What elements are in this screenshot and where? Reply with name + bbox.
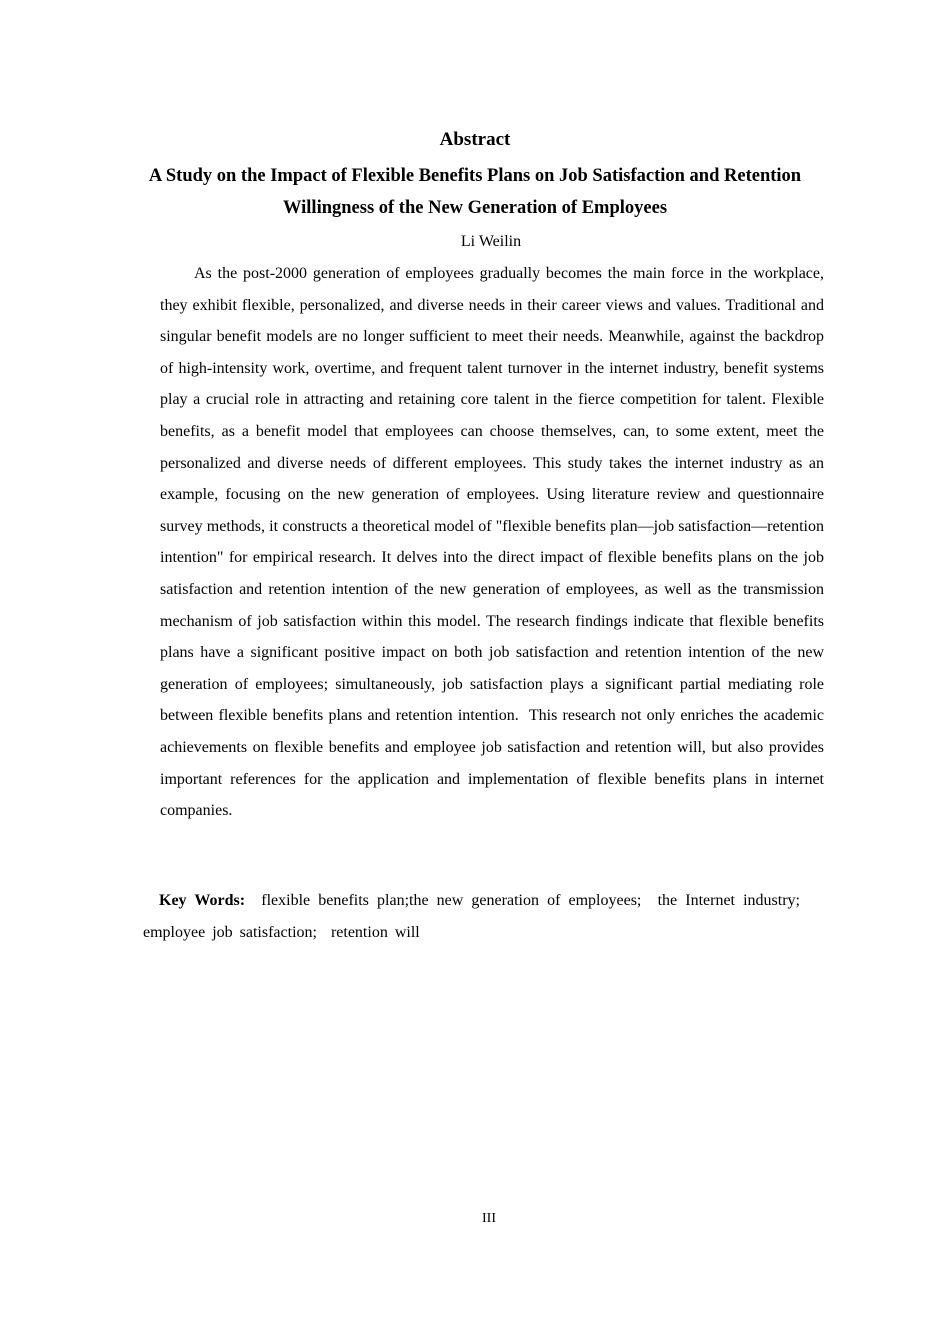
document-title: A Study on the Impact of Flexible Benefits Plans on Job Satisfaction and Retention Willingness of the New Generation of Employees xyxy=(148,166,802,218)
page-number: III xyxy=(482,1211,496,1226)
abstract-paragraph: As the post-2000 generation of employees gradually becomes the main force in the workplace, they exhibit flexible, personalized, and diverse needs in their career views and values. Traditional and singular benefit models are no longer sufficient to meet their needs. Meanwhile, against the backdrop of high-intensity work, overtime, and frequent talent turnover in the internet industry, benefit systems play a crucial role in attracting and retaining core talent in the fierce competition for talent. Flexible benefits, as a benefit model that employees can choose themselves, can, to some extent, meet the personalized and diverse needs of different employees. This study takes the internet industry as an example, focusing on the new generation of employees. Using literature review and questionnaire survey methods, it constructs a theoretical model of "flexible benefits plan—job satisfaction—retention intention" for empirical research. It delves into the direct impact of flexible benefits plans on the job satisfaction and retention intention of the new generation of employees, as well as the transmission mechanism of job satisfaction within this model. The research findings indicate that flexible benefits plans have a significant positive impact on both job satisfaction and retention intention of the new generation of employees; simultaneously, job satisfaction plays a significant partial mediating role between flexible benefits plans and retention intention. This research not only enriches the academic achievements on flexible benefits and employee job satisfaction and retention will, but also provides important references for the application and implementation of flexible benefits plans in internet companies. xyxy=(160,265,824,820)
author-name: Li Weilin xyxy=(460,233,522,250)
section-heading: Abstract xyxy=(439,129,511,150)
keywords-label: Key Words: xyxy=(159,892,246,909)
keywords-block xyxy=(143,885,807,949)
keywords-list: flexible benefits plan;the new generation of employees; the Internet industry; employee job satisfaction; retention will xyxy=(143,892,808,941)
